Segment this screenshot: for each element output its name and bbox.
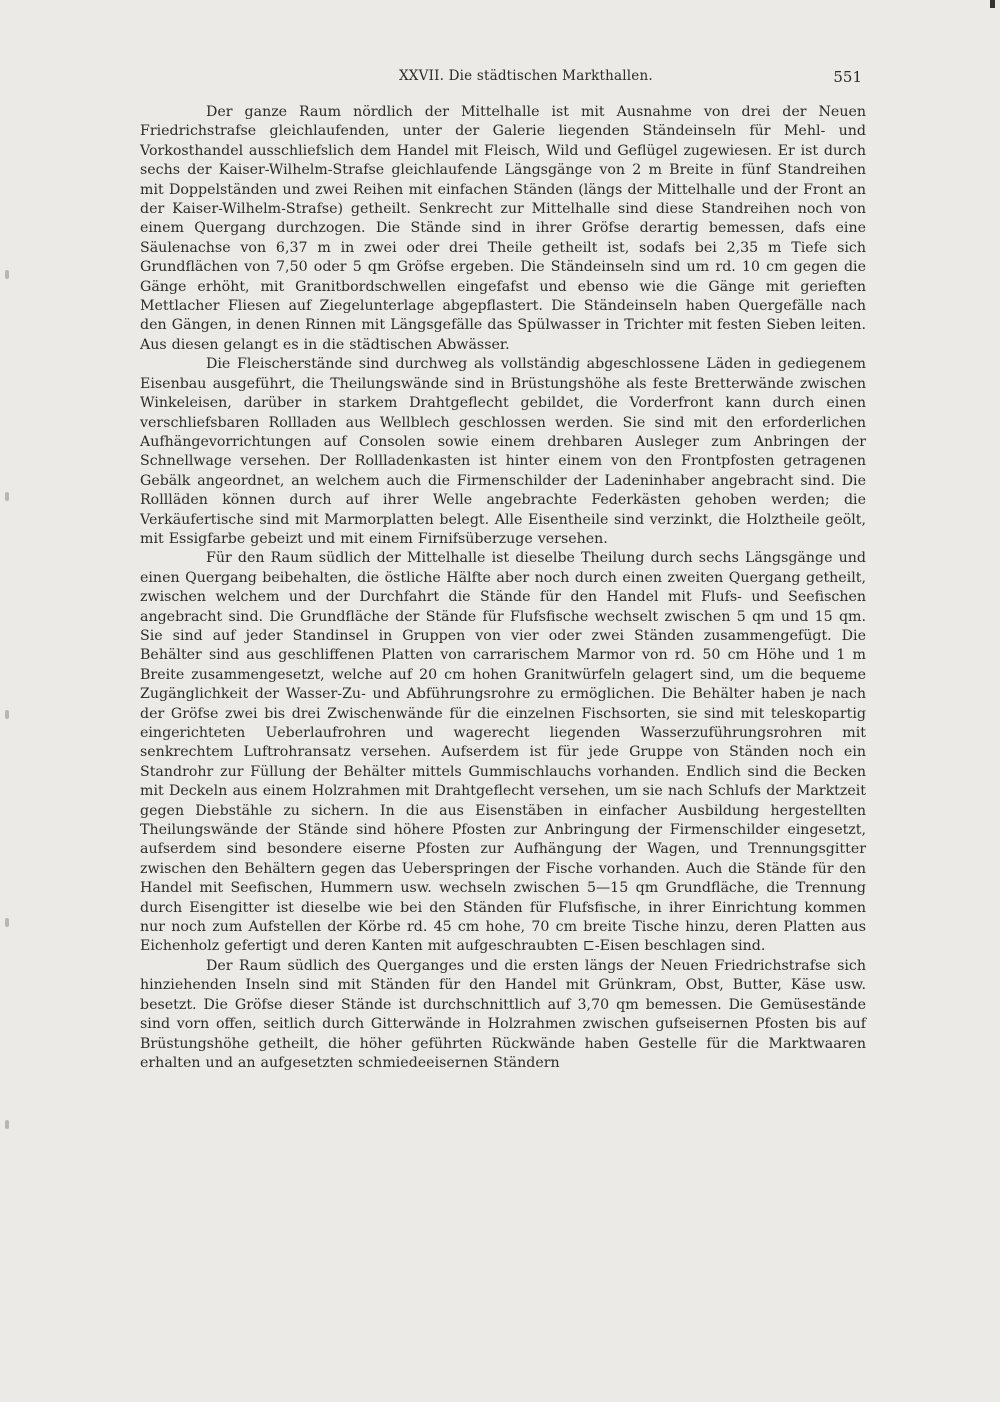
running-title: XXVII. Die städtischen Markthallen. <box>399 68 653 84</box>
scan-mark <box>990 0 995 8</box>
binding-hole <box>5 270 9 279</box>
paragraph: Die Fleischerstände sind durchweg als vollständig abgeschlossene Läden in gediegenem Eisenbau ausgeführt, die Theilungswände sind in Brüstungshöhe als feste Bretterwände zwischen Winkeleisen, darüber in starkem Drahtgeflecht gebildet, die Vorderfront kann durch einen verschliefsbaren Rollladen aus Wellblech geschlossen werden. Sie sind mit den erforderlichen Aufhängevorrichtungen auf Consolen sowie einem drehbaren Ausleger zum Anbringen der Schnellwage versehen. Der Rollladenkasten ist hinter einem von den Frontpfosten getragenen Gebälk angeordnet, an welchem auch die Firmenschilder der Ladeninhaber angebracht sind. Die Rollläden können durch auf ihrer Welle angebrachte Federkästen gehoben werden; die Verkäufertische sind mit Marmorplatten belegt. Alle Eisentheile sind verzinkt, die Holztheile geölt, mit Essigfarbe gebeizt und mit einem Firnifsüberzuge versehen. <box>140 356 866 547</box>
page-number: 551 <box>833 68 862 86</box>
paragraph: Der Raum südlich des Querganges und die ersten längs der Neuen Friedrichstrafse sich hinziehenden Inseln sind mit Ständen für den Handel mit Grünkram, Obst, Butter, Käse usw. besetzt. Die Gröfse dieser Stände ist durchschnittlich auf 3,70 qm bemessen. Die Gemüsestände sind vorn offen, seitlich durch Gitterwände in Holzrahmen zwischen gufseisernen Pfosten bis auf Brüstungshöhe getheilt, die höher geführten Rückwände haben Gestelle für die Marktwaaren erhalten und an aufgesetzten schmiedeeisernen Ständern <box>140 957 866 1071</box>
binding-hole <box>5 710 9 719</box>
paragraph: Für den Raum südlich der Mittelhalle ist dieselbe Theilung durch sechs Längsgänge und einen Quergang beibehalten, die östliche Hälfte aber noch durch einen zweiten Quergang getheilt, zwischen welchem und der Durchfahrt die Stände für den Handel mit Flufs- und Seefischen angebracht sind. Die Grundfläche der Stände für Flufsfische wechselt zwischen 5 qm und 15 qm. Sie sind auf jeder Standinsel in Gruppen von vier oder zwei Ständen zusammengefügt. Die Behälter sind aus geschliffenen Platten von carrarischem Marmor von rd. 50 cm Höhe und 1 m Breite zusammengesetzt, welche auf 20 cm hohen Granitwürfeln gelagert sind, um die bequeme Zugänglichkeit der Wasser-Zu- und Abführungsrohre zu ermöglichen. Die Behälter haben je nach der Gröfse zwei bis drei Zwischenwände für die einzelnen Fischsorten, sie sind mit teleskopartig eingerichteten Ueberlaufrohren und wagerecht liegenden Wasserzuführungsrohren mit senkrechtem Luftrohransatz versehen. Aufserdem ist für jede Gruppe von Ständen noch ein Standrohr zur Füllung der Behälter mittels Gummischlauchs vorhanden. Endlich sind die Becken mit Deckeln aus einem Holzrahmen mit Drahtgeflecht versehen, um sie nach Schlufs der Marktzeit gegen Diebstähle zu sichern. In die aus Eisenstäben in einfacher Ausbildung hergestellten Theilungswände der Stände sind höhere Pfosten zur Anbringung der Firmenschilder eingesetzt, aufserdem sind besondere eiserne Pfosten zur Aufhängung der Wagen, und Trennungsgitter zwischen den Behältern gegen das Ueberspringen der Fische vorhanden. Auch die Stände für den Handel mit Seefischen, Hummern usw. wechseln zwischen 5—15 qm Grundfläche, die Trennung durch Eisengitter ist dieselbe wie bei den Ständen für Flufsfische, in ihrer Einrichtung kommen nur noch zum Aufstellen der Körbe rd. 45 cm hohe, 70 cm breite Tische hinzu, deren Platten aus Eichenholz gefertigt und deren Kanten mit aufgeschraubten ⊏-Eisen beschlagen sind. <box>140 550 866 955</box>
body-text <box>140 103 866 1073</box>
binding-hole <box>5 492 9 501</box>
binding-hole <box>5 1120 9 1129</box>
page-header <box>140 66 862 92</box>
paragraph: Der ganze Raum nördlich der Mittelhalle ist mit Ausnahme von drei der Neuen Friedrichstrafse gleichlaufenden, unter der Galerie liegenden Ständeinseln für Mehl- und Vorkosthandel ausschliefslich dem Handel mit Fleisch, Wild und Geflügel zugewiesen. Er ist durch sechs der Kaiser-Wilhelm-Strafse gleichlaufende Längsgänge von 2 m Breite in fünf Standreihen mit Doppelständen und zwei Reihen mit einfachen Ständen (längs der Mittelhalle und der Front an der Kaiser-Wilhelm-Strafse) getheilt. Senkrecht zur Mittelhalle sind diese Standreihen noch von einem Quergang durchzogen. Die Stände sind in ihrer Gröfse derartig bemessen, dafs eine Säulenachse von 6,37 m in zwei oder drei Theile getheilt ist, sodafs bei 2,35 m Tiefe sich Grundflächen von 7,50 oder 5 qm Gröfse ergeben. Die Ständeinseln sind um rd. 10 cm gegen die Gänge erhöht, mit Granitbordschwellen eingefafst und ebenso wie die Gänge mit gerieften Mettlacher Fliesen auf Ziegelunterlage abgepflastert. Die Ständeinseln haben Quergefälle nach den Gängen, in denen Rinnen mit Längsgefälle das Spülwasser in Trichter mit festen Sieben leiten. Aus diesen gelangt es in die städtischen Abwässer. <box>140 104 866 353</box>
binding-hole <box>5 918 9 927</box>
